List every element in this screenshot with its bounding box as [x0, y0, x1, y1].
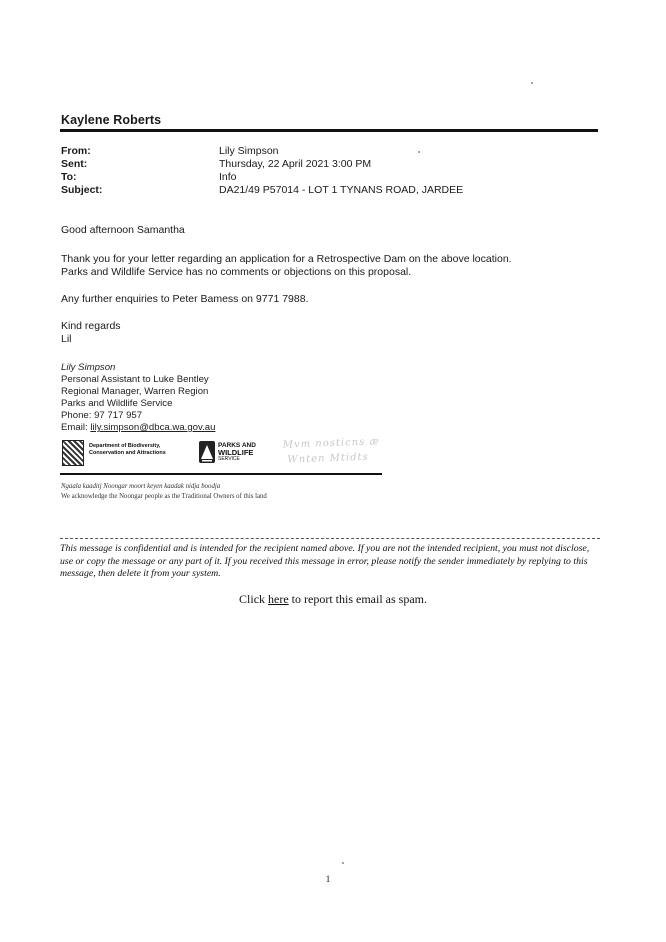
header-rule — [60, 129, 598, 132]
to-label: To: — [61, 171, 77, 183]
pws-line-2: WILDLIFE — [218, 448, 254, 457]
signature-name: Lily Simpson — [61, 362, 116, 373]
faded-stamp-image: Mvm nosticns æ Wnten Mtidts — [282, 436, 381, 466]
noongar-acknowledgement: Ngaala kaaditj Noongar moort keyen kaadak nidja boodja — [61, 483, 221, 490]
signature-email-row — [61, 422, 215, 434]
spam-prefix: Click — [239, 592, 269, 606]
email-label: Email: — [61, 422, 88, 433]
pws-logo — [199, 441, 269, 465]
from-value: Lily Simpson — [219, 145, 279, 157]
signature-role: Regional Manager, Warren Region — [61, 386, 209, 397]
to-value: Info — [219, 171, 237, 183]
dbca-line-1: Department of Biodiversity, — [89, 443, 161, 449]
signature-divider — [60, 473, 382, 475]
crest-icon — [62, 440, 84, 466]
subject-value: DA21/49 P57014 - LOT 1 TYNANS ROAD, JARDEE — [219, 184, 464, 196]
subject-label: Subject: — [61, 184, 103, 196]
confidentiality-disclaimer: This message is confidential and is intended for the recipient named above. If you are not the intended recipient, you must not disclose, use or copy the message or any part of it. If you received this message in error, please notify the sender immediately by replying to this message, then delete it from your system. — [60, 543, 590, 579]
sender-name: Kaylene Roberts — [61, 113, 162, 127]
greeting: Good afternoon Samantha — [61, 224, 185, 236]
pws-mark-icon — [199, 441, 215, 463]
scan-speck — [418, 151, 420, 153]
dbca-line-2: Conservation and Attractions — [89, 450, 166, 456]
pws-line-1: PARKS AND — [218, 442, 256, 449]
dbca-logo-text — [89, 443, 166, 457]
page-number: 1 — [325, 874, 331, 884]
sent-label: Sent: — [61, 158, 88, 170]
body-paragraph-1-line-1: Thank you for your letter regarding an application for a Retrospective Dam on the above location. — [61, 253, 512, 265]
spam-suffix: to report this email as spam. — [288, 592, 427, 606]
email-link[interactable]: lily.simpson@dbca.wa.gov.au — [90, 422, 216, 433]
signature-phone: Phone: 97 717 957 — [61, 410, 143, 421]
closing-name: Lil — [61, 333, 72, 345]
from-label: From: — [61, 145, 91, 157]
english-acknowledgement: We acknowledge the Noongar people as the Traditional Owners of this land — [61, 493, 267, 500]
sent-value: Thursday, 22 April 2021 3:00 PM — [219, 158, 372, 170]
pws-logo-text — [218, 442, 256, 463]
spam-report-line — [0, 592, 666, 607]
signature-title: Personal Assistant to Luke Bentley — [61, 374, 209, 385]
dbca-logo — [62, 440, 182, 466]
disclaimer-divider — [60, 538, 600, 539]
closing: Kind regards — [61, 320, 121, 332]
signature-org: Parks and Wildlife Service — [61, 398, 173, 409]
body-paragraph-1-line-2: Parks and Wildlife Service has no comments or objections on this proposal. — [61, 266, 412, 278]
body-paragraph-2: Any further enquiries to Peter Bamess on 9771 7988. — [61, 293, 309, 305]
scan-speck — [531, 82, 533, 84]
pws-line-3: SERVICE — [218, 456, 240, 462]
spam-report-link[interactable]: here — [268, 592, 289, 606]
scan-speck — [342, 862, 344, 864]
